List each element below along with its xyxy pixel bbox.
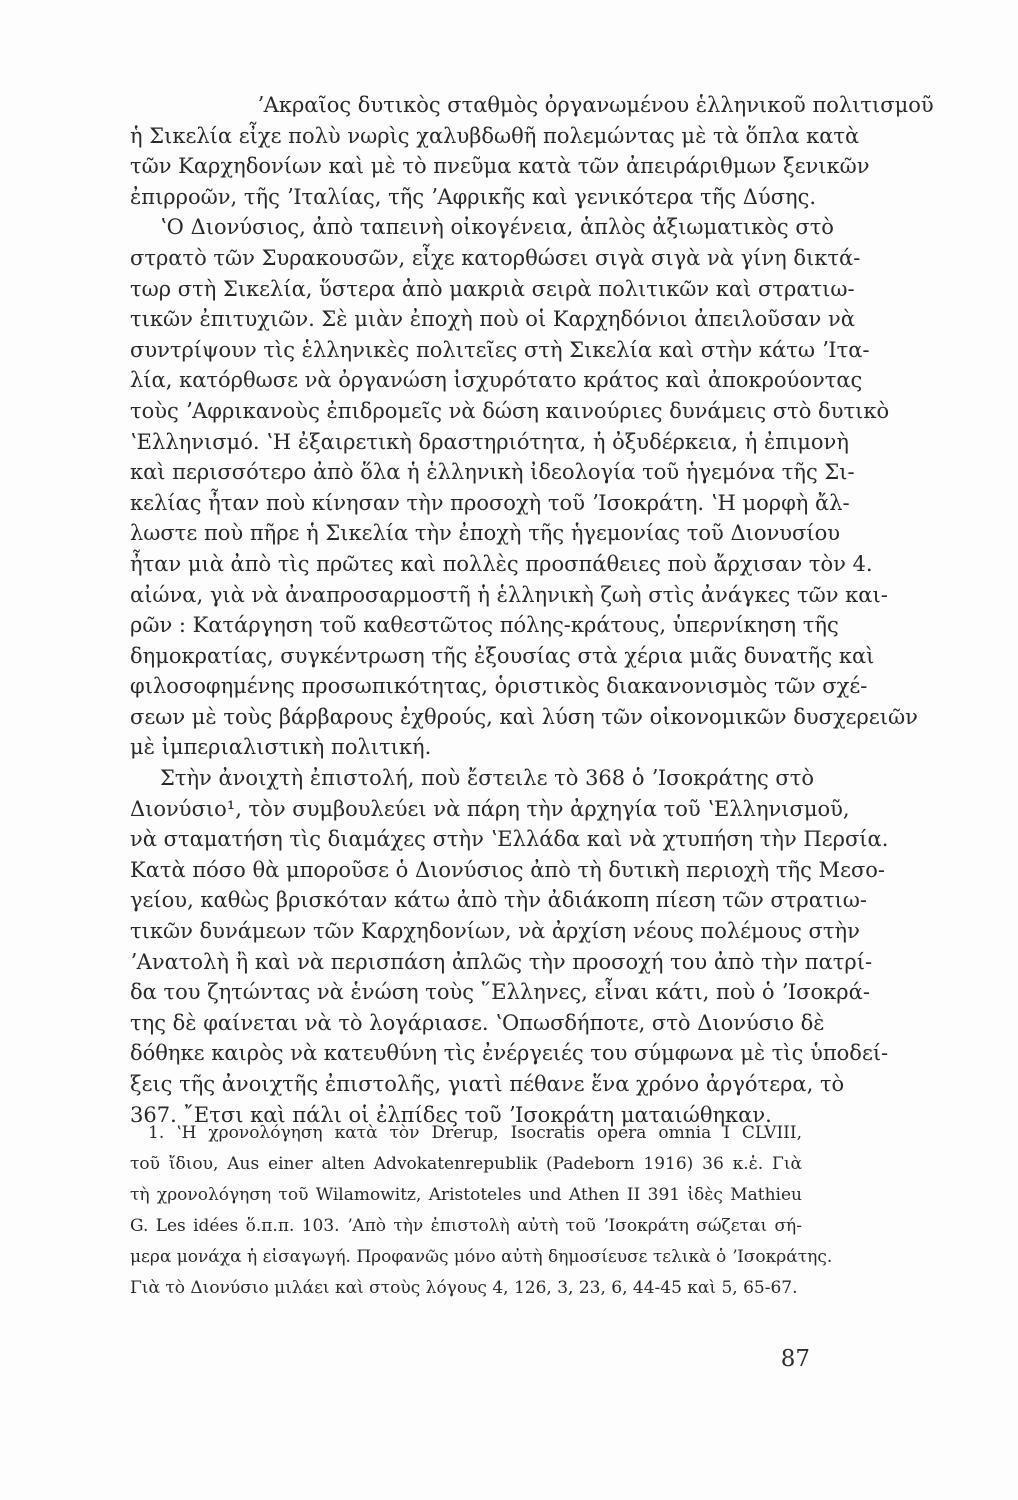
text-line: μὲ ἰμπεριαλιστικὴ πολιτική. [130,735,432,760]
footnote-line: μερα μονάχα ἡ εἰσαγωγή. Προφανῶς μόνο αὐτὴ δημοσίευσε τελικὰ ὁ ʼΙσοκράτης. [130,1247,833,1267]
footnote-line: τοῦ ἴδιου, Aus einer alten Advokatenrepublik (Padeborn 1916) 36 κ.ἑ. Γιὰ [130,1154,802,1174]
text-line: τοὺς ʼΑφρικανοὺς ἐπιδρομεῖς νὰ δώση καινούριες δυνάμεις στὸ δυτικὸ [130,398,890,423]
text-line: φιλοσοφημένης προσωπικότητας, ὁριστικὸς διακανονισμὸς τῶν σχέ- [130,674,868,699]
footnotes [130,1118,833,1304]
text-line: Διονύσιο¹, τὸν συμβουλεύει νὰ πάρη τὴν ἀρχηγία τοῦ ʽΕλληνισμοῦ, [130,796,850,821]
text-line: ʽΟ Διονύσιος, ἀπὸ ταπεινὴ οἰκογένεια, ἁπλὸς ἀξιωματικὸς στὸ [160,215,834,240]
text-line: γείου, καθὼς βρισκόταν κάτω ἀπὸ τὴν ἀδιάκοπη πίεση τῶν στρατιω- [130,888,867,913]
text-line: τωρ στὴ Σικελία, ὕστερα ἀπὸ μακριὰ σειρὰ πολιτικῶν καὶ στρατιω- [130,276,855,301]
text-line: συντρίψουν τὶς ἑλληνικὲς πολιτεῖες στὴ Σικελία καὶ στὴν κάτω ʼΙτα- [130,337,870,362]
text-line: λία, κατόρθωσε νὰ ὀργανώση ἰσχυρότατο κράτος καὶ ἀποκρούοντας [130,368,863,393]
text-line: ἐπιρροῶν, τῆς ʼΙταλίας, τῆς ʼΑφρικῆς καὶ γενικότερα τῆς Δύσης. [130,184,817,209]
page-number: 87 [780,1346,810,1372]
footnote-line: G. Les idées ὅ.π.π. 103. ʼΑπὸ τὴν ἐπιστολὴ αὐτὴ τοῦ ʼΙσοκράτη σώζεται σή- [130,1216,802,1236]
text-line: τῶν Καρχηδονίων καὶ μὲ τὸ πνεῦμα κατὰ τῶν ἀπειράριθμων ξενικῶν [130,154,870,179]
text-line: στρατὸ τῶν Συρακουσῶν, εἶχε κατορθώσει σιγὰ σιγὰ νὰ γίνη δικτά- [130,245,861,270]
text-line: τικῶν δυνάμεων τῶν Καρχηδονίων, νὰ ἀρχίση νέους πολέμους στὴν [130,919,860,944]
text-line: ʽΕλληνισμό. ʽΗ ἐξαιρετικὴ δραστηριότητα, ἡ ὀξυδέρκεια, ἡ ἐπιμονὴ [130,429,849,454]
text-line: δα του ζητώντας νὰ ἑνώση τοὺς ῞Ελληνες, εἶναι κάτι, ποὺ ὁ ʼΙσοκρά- [130,980,870,1005]
text-line: ʼΑκραῖος δυτικὸς σταθμὸς ὀργανωμένου ἑλληνικοῦ πολιτισμοῦ [257,93,934,117]
footnote-line: Γιὰ τὸ Διονύσιο μιλάει καὶ στοὺς λόγους 4, 126, 3, 23, 6, 44-45 καὶ 5, 65-67. [130,1278,798,1298]
text-line: ξεις τῆς ἀνοιχτῆς ἐπιστολῆς, γιατὶ πέθανε ἕνα χρόνο ἀργότερα, τὸ [130,1072,845,1096]
text-line: ἡ Σικελία εἶχε πολὺ νωρὶς χαλυβδωθῆ πολεμώντας μὲ τὰ ὅπλα κατὰ [130,123,860,148]
text-line: αἰώνα, γιὰ νὰ ἀναπροσαρμοστῆ ἡ ἑλληνικὴ ζωὴ στὶς ἀνάγκες τῶν και- [130,582,888,607]
footnote-line: τὴ χρονολόγηση τοῦ Wilamowitz, Aristoteles und Athen II 391 ἰδὲς Mathieu [130,1185,802,1205]
footnote-line: 1. ʽΗ χρονολόγηση κατὰ τὸν Drerup, Isocratis opera omnia I CLVIII, [148,1123,802,1143]
text-line: Κατὰ πόσο θὰ μποροῦσε ὁ Διονύσιος ἀπὸ τὴ δυτικὴ περιοχὴ τῆς Μεσο- [130,857,886,882]
main-text [130,90,934,1130]
text-line: δόθηκε καιρὸς νὰ κατευθύνη τὶς ἐνέργειές του σύμφωνα μὲ τὶς ὑποδεί- [130,1041,889,1066]
text-line: σεων μὲ τοὺς βάρβαρους ἐχθρούς, καὶ λύση τῶν οἰκονομικῶν δυσχερειῶν [130,704,918,729]
text-line: νὰ σταματήση τὶς διαμάχες στὴν ʽΕλλάδα καὶ νὰ χτυπήση τὴν Περσία. [130,827,889,852]
text-line: ρῶν : Κατάργηση τοῦ καθεστῶτος πόλης-κράτους, ὑπερνίκηση τῆς [130,613,839,638]
text-line: 367. ῎Ετσι καὶ πάλι οἱ ἐλπίδες τοῦ ʼΙσοκράτη ματαιώθηκαν. [130,1102,772,1127]
text-line: ἦταν μιὰ ἀπὸ τὶς πρῶτες καὶ πολλὲς προσπάθειες ποὺ ἄρχισαν τὸν 4. [130,551,873,576]
text-line: ʼΑνατολὴ ἢ καὶ νὰ περισπάση ἀπλῶς τὴν προσοχή του ἀπὸ τὴν πατρί- [130,949,873,974]
text-line: τικῶν ἐπιτυχιῶν. Σὲ μιὰν ἐποχὴ ποὺ οἱ Καρχηδόνιοι ἀπειλοῦσαν νὰ [130,307,855,332]
text-line: καὶ περισσότερο ἀπὸ ὅλα ἡ ἑλληνικὴ ἰδεολογία τοῦ ἡγεμόνα τῆς Σι- [130,460,855,485]
text-line: της δὲ φαίνεται νὰ τὸ λογάριασε. ʽΟπωσδήποτε, στὸ Διονύσιο δὲ [130,1010,825,1035]
text-line: Στὴν ἀνοιχτὴ ἐπιστολή, ποὺ ἔστειλε τὸ 368 ὁ ʼΙσοκράτης στὸ [160,766,814,791]
text-line: κελίας ἦταν ποὺ κίνησαν τὴν προσοχὴ τοῦ ʼΙσοκράτη. ʽΗ μορφὴ ἄλ- [130,490,850,515]
text-line: δημοκρατίας, συγκέντρωση τῆς ἐξουσίας στὰ χέρια μιᾶς δυνατῆς καὶ [130,643,875,668]
text-line: λωστε ποὺ πῆρε ἡ Σικελία τὴν ἐποχὴ τῆς ἡγεμονίας τοῦ Διονυσίου [130,521,841,546]
